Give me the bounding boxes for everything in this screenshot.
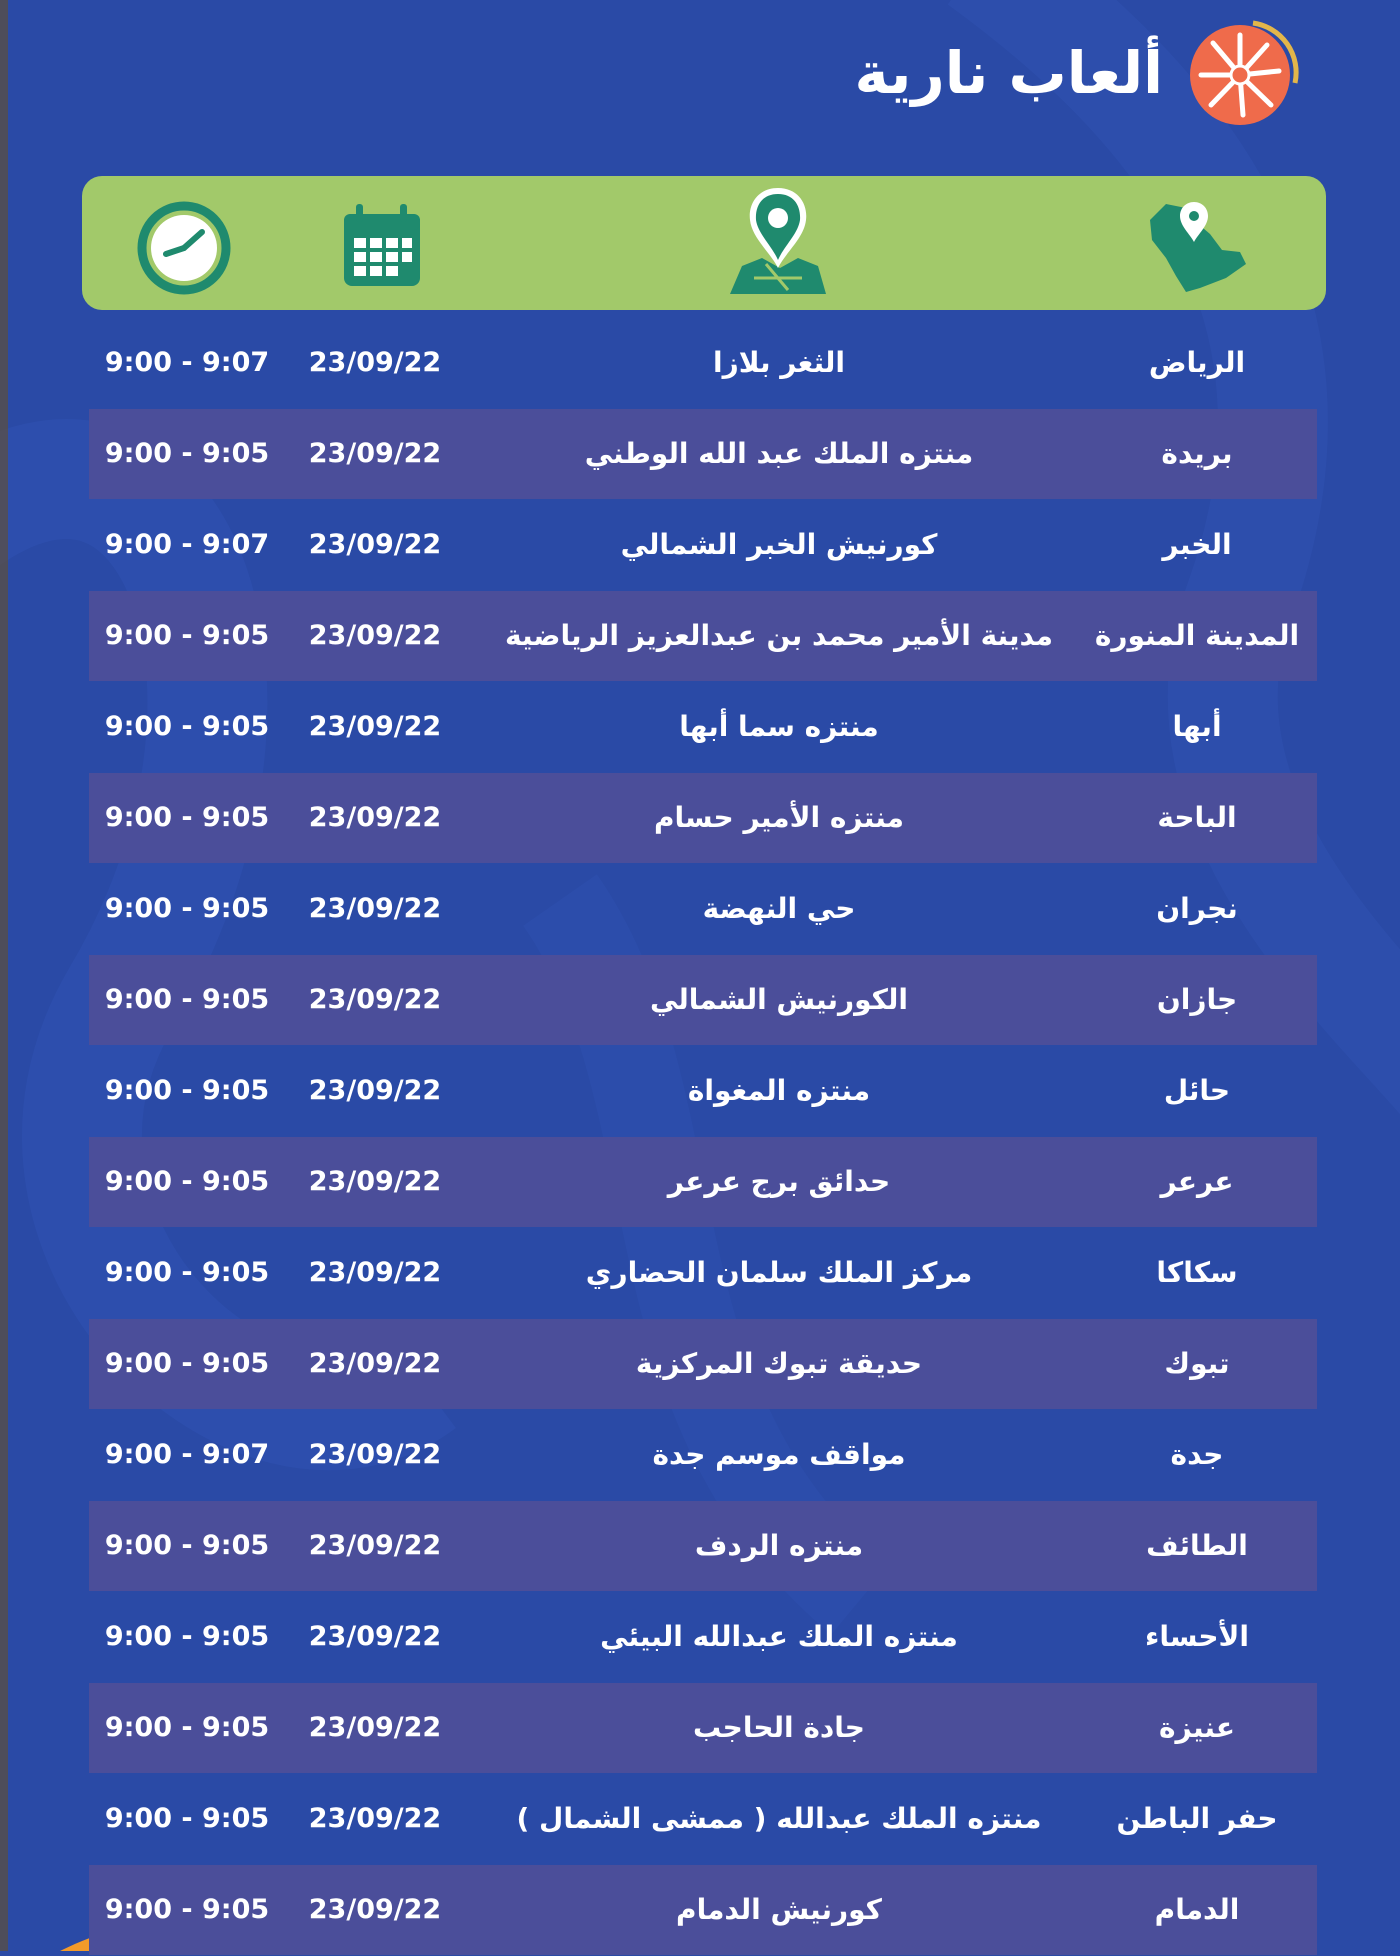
location-cell: كورنيش الدمام [676, 1893, 882, 1926]
city-cell: أبها [1172, 710, 1222, 743]
table-row [89, 864, 1317, 954]
location-cell: جادة الحاجب [693, 1711, 865, 1744]
city-cell: الطائف [1146, 1529, 1248, 1562]
date-cell: 23/09/22 [308, 711, 442, 742]
date-cell: 23/09/22 [308, 1803, 442, 1834]
time-cell: 9:00 - 9:05 [104, 984, 270, 1015]
time-cell: 9:00 - 9:05 [104, 1348, 270, 1379]
table-row [89, 1683, 1317, 1773]
date-cell: 23/09/22 [308, 438, 442, 469]
location-cell: الكورنيش الشمالي [649, 983, 909, 1016]
table-row [89, 1774, 1317, 1864]
table-row [89, 318, 1317, 408]
location-cell: حي النهضة [702, 892, 856, 925]
location-cell: كورنيش الخبر الشمالي [620, 528, 938, 561]
time-cell: 9:00 - 9:05 [104, 1621, 270, 1652]
city-cell: جدة [1170, 1438, 1224, 1471]
table-row [89, 955, 1317, 1045]
table-row [89, 1410, 1317, 1500]
date-cell: 23/09/22 [308, 893, 442, 924]
time-cell: 9:00 - 9:05 [104, 1530, 270, 1561]
time-cell: 9:00 - 9:05 [104, 620, 270, 651]
city-cell: بريدة [1161, 437, 1233, 470]
date-cell: 23/09/22 [308, 1621, 442, 1652]
table-row [89, 1046, 1317, 1136]
date-cell: 23/09/22 [308, 347, 442, 378]
map-location-icon [728, 186, 828, 298]
city-cell: تبوك [1164, 1347, 1230, 1380]
location-cell: منتزه سما أبها [679, 710, 879, 743]
location-cell: مدينة الأمير محمد بن عبدالعزيز الرياضية [505, 619, 1053, 652]
time-cell: 9:00 - 9:05 [104, 802, 270, 833]
time-cell: 9:00 - 9:05 [104, 1712, 270, 1743]
saudi-map-pin-icon [1140, 198, 1252, 298]
city-cell: حائل [1163, 1074, 1231, 1107]
table-row [89, 1501, 1317, 1591]
time-cell: 9:00 - 9:05 [104, 1075, 270, 1106]
time-cell: 9:00 - 9:05 [104, 1803, 270, 1834]
city-cell: عنيزة [1159, 1711, 1235, 1744]
location-cell: منتزه الأمير حسام [654, 801, 904, 834]
date-cell: 23/09/22 [308, 1712, 442, 1743]
time-cell: 9:00 - 9:07 [104, 347, 270, 378]
time-cell: 9:00 - 9:05 [104, 893, 270, 924]
location-cell: حدائق برج عرعر [667, 1165, 891, 1198]
table-row [89, 1592, 1317, 1682]
date-cell: 23/09/22 [308, 1348, 442, 1379]
location-cell: منتزه الملك عبد الله الوطني [584, 437, 974, 470]
table-header [82, 176, 1326, 310]
date-cell: 23/09/22 [308, 1439, 442, 1470]
date-cell: 23/09/22 [308, 1257, 442, 1288]
table-row [89, 591, 1317, 681]
date-cell: 23/09/22 [308, 620, 442, 651]
schedule-table [89, 318, 1317, 1956]
date-cell: 23/09/22 [308, 984, 442, 1015]
time-cell: 9:00 - 9:07 [104, 529, 270, 560]
table-row [89, 1319, 1317, 1409]
location-cell: حديقة تبوك المركزية [635, 1347, 923, 1380]
location-cell: مواقف موسم جدة [652, 1438, 906, 1471]
city-cell: الباحة [1157, 801, 1237, 834]
time-cell: 9:00 - 9:05 [104, 1894, 270, 1925]
table-row [89, 773, 1317, 863]
time-cell: 9:00 - 9:05 [104, 438, 270, 469]
location-cell: منتزه الملك عبدالله البيئي [600, 1620, 958, 1653]
city-cell: الأحساء [1145, 1620, 1249, 1653]
table-row [89, 682, 1317, 772]
date-cell: 23/09/22 [308, 529, 442, 560]
city-cell: عرعر [1160, 1165, 1234, 1198]
fireworks-logo-icon [1185, 13, 1305, 133]
location-cell: منتزه المغواة [687, 1074, 871, 1107]
calendar-icon [340, 202, 424, 290]
table-row [89, 409, 1317, 499]
city-cell: المدينة المنورة [1094, 619, 1300, 652]
date-cell: 23/09/22 [308, 1075, 442, 1106]
location-cell: منتزه الملك عبدالله ( ممشى الشمال ) [516, 1802, 1042, 1835]
date-cell: 23/09/22 [308, 1530, 442, 1561]
city-cell: حفر الباطن [1116, 1802, 1278, 1835]
date-cell: 23/09/22 [308, 802, 442, 833]
time-cell: 9:00 - 9:05 [104, 711, 270, 742]
location-cell: الثغر بلازا [712, 346, 845, 379]
city-cell: الدمام [1154, 1893, 1240, 1926]
time-cell: 9:00 - 9:05 [104, 1166, 270, 1197]
page-title: ألعاب نارية [854, 39, 1163, 107]
city-cell: الخبر [1162, 528, 1232, 561]
date-cell: 23/09/22 [308, 1894, 442, 1925]
clock-icon [136, 200, 232, 296]
city-cell: نجران [1156, 892, 1238, 925]
date-cell: 23/09/22 [308, 1166, 442, 1197]
time-cell: 9:00 - 9:05 [104, 1257, 270, 1288]
city-cell: سكاكا [1156, 1256, 1238, 1289]
table-row [89, 1228, 1317, 1318]
city-cell: جازان [1156, 983, 1238, 1016]
title-group [854, 8, 1305, 138]
city-cell: الرياض [1148, 346, 1246, 379]
location-cell: مركز الملك سلمان الحضاري [585, 1256, 973, 1289]
table-row [89, 1137, 1317, 1227]
table-row [89, 500, 1317, 590]
time-cell: 9:00 - 9:07 [104, 1439, 270, 1470]
location-cell: منتزه الردف [694, 1529, 864, 1562]
table-row [89, 1865, 1317, 1955]
